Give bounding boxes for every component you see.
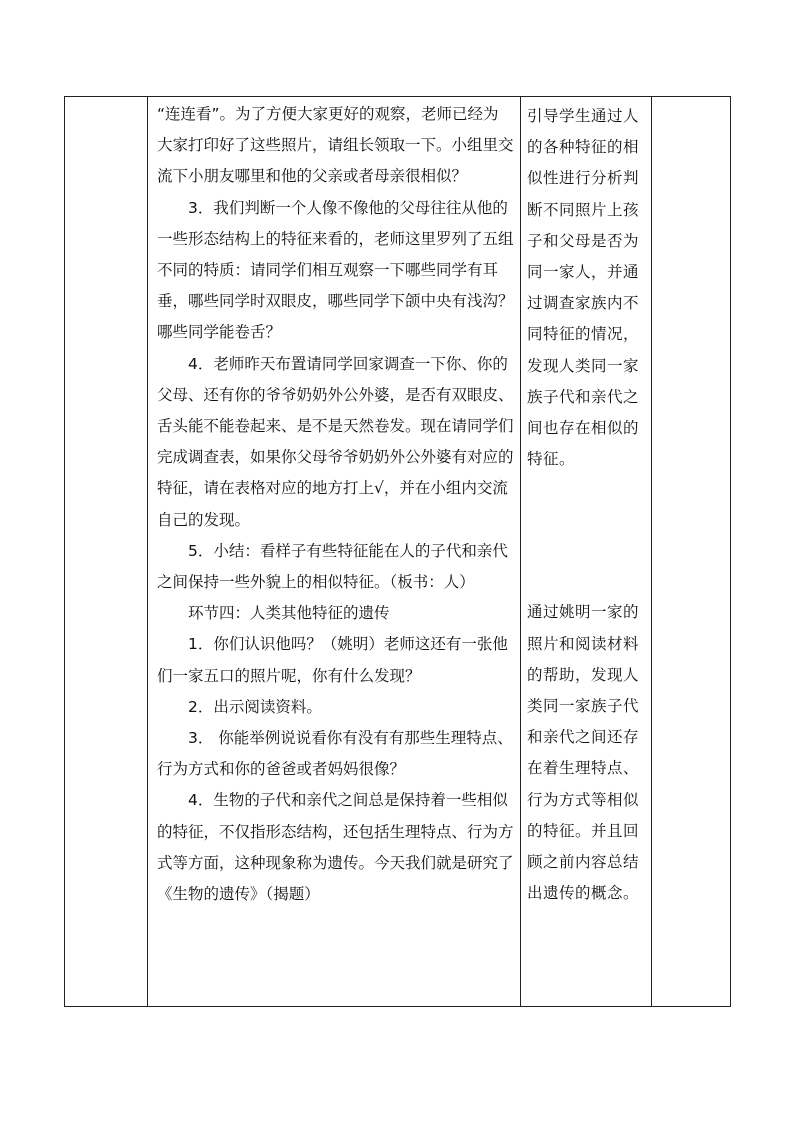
activity-paragraph: “连连看”。为了方便大家更好的观察，老师已经为大家打印好了这些照片，请组长领取一下。小组里交流下小朋友哪里和他的父亲或者母亲很相似？ (157, 105, 514, 186)
activity-paragraph: 1．你们认识他吗？（姚明）老师这还有一张他们一家五口的照片呢，你有什么发现？ (157, 635, 508, 685)
activity-paragraph: 4．生物的子代和亲代之间总是保持着一些相似的特征，不仅指形态结构，还包括生理特点、行为方式等方面，这种现象称为遗传。今天我们就是研究了《生物的遗传》（揭题） (157, 791, 514, 904)
table-row (65, 97, 731, 1007)
intent-paragraph: 引导学生通过人的各种特征的相似性进行分析判断不同照片上孩子和父母是否为同一家人，并通过调查家族内不同特征的情况，发现人类同一家族子代和亲代之间也存在相似的特征。 (527, 107, 640, 469)
lesson-plan-table (64, 96, 731, 1007)
activity-paragraph: 3．我们判断一个人像不像他的父母往往从他的一些形态结构上的特征来看的，老师这里罗列了五组不同的特质：请同学们相互观察一下哪些同学有耳垂，哪些同学时双眼皮，哪些同学下颌中央有浅沟？哪些同学能卷舌？ (157, 198, 514, 342)
intent-paragraph: 通过姚明一家的照片和阅读材料的帮助，发现人类同一家族子代和亲代之间还存在着生理特点、行为方式等相似的特征。并且回顾之前内容总结出遗传的概念。 (527, 603, 640, 903)
section-heading: 环节四：人类其他特征的遗传 (188, 604, 390, 623)
intent-text (521, 101, 651, 909)
activity-paragraph: 3． 你能举例说说看你有没有有那些生理特点、行为方式和你的爸爸或者妈妈很像？ (157, 729, 513, 779)
activity-cell (148, 97, 521, 1007)
intent-cell (521, 97, 652, 1007)
activity-paragraph: 2．出示阅读资料。 (188, 697, 322, 716)
activity-paragraph: 4．老师昨天布置请同学回家调查一下你、你的父母、还有你的爷爷奶奶外公外婆，是否有双眼皮、舌头能不能卷起来、是不是天然卷发。现在请同学们完成调查表，如果你父母爷爷奶奶外公外婆有对应的特征，请在表格对应的地方打上√，并在小组内交流自己的发现。 (157, 354, 514, 529)
remarks-cell (652, 97, 731, 1007)
stage-cell (65, 97, 148, 1007)
activity-paragraph: 5．小结：看样子有些特征能在人的子代和亲代之间保持一些外貌上的相似特征。（板书：人） (157, 541, 508, 592)
activity-text (148, 97, 520, 910)
